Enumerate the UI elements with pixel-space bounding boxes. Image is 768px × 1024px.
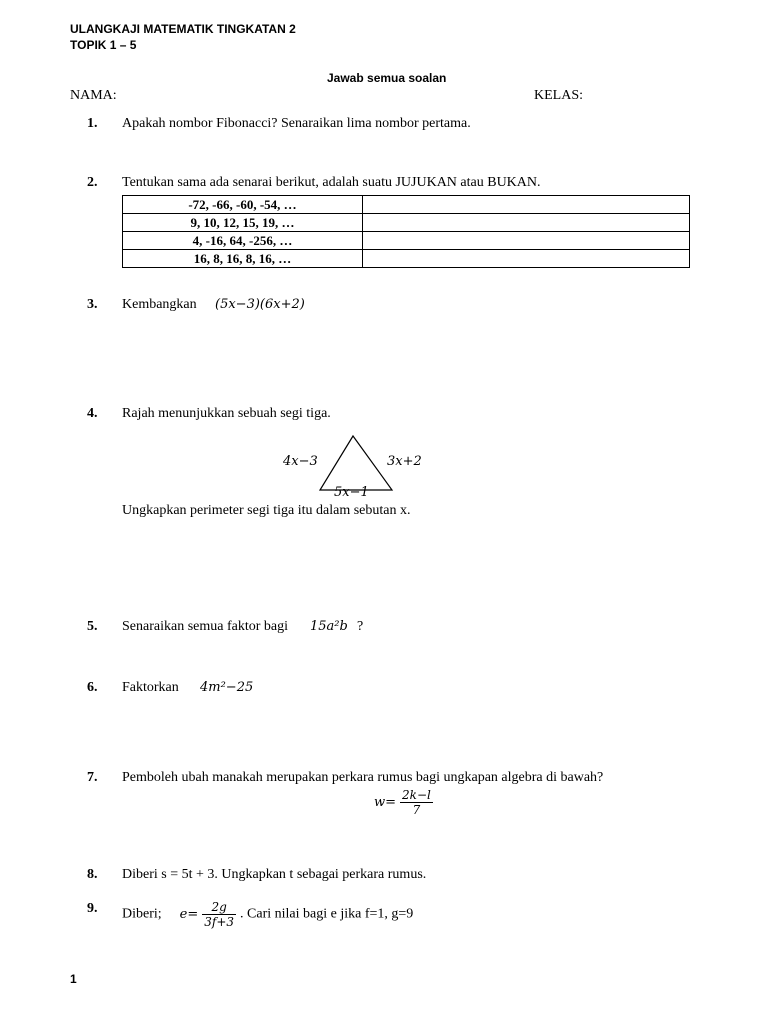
- question-2-text: Tentukan sama ada senarai berikut, adalah suatu JUJUKAN atau BUKAN.: [122, 175, 541, 190]
- question-4-text: Rajah menunjukkan sebuah segi tiga.: [122, 406, 331, 421]
- table-row: [123, 214, 690, 232]
- formula-denominator: 3f+3: [204, 915, 235, 929]
- question-9-number: 9.: [87, 901, 98, 916]
- formula-denominator: 7: [412, 803, 421, 817]
- formula-lhs: e=: [179, 907, 199, 922]
- question-3-expression: (5x−3)(6x+2): [215, 297, 305, 312]
- answer-cell[interactable]: [363, 232, 690, 250]
- name-label: NAMA:: [70, 88, 117, 103]
- question-5-number: 5.: [87, 619, 98, 634]
- question-3-text: Kembangkan: [122, 297, 197, 312]
- answer-cell[interactable]: [363, 214, 690, 232]
- answer-cell[interactable]: [363, 196, 690, 214]
- question-9-prompt: . Cari nilai bagi e jika f=1, g=9: [240, 906, 414, 922]
- question-1-number: 1.: [87, 116, 98, 131]
- question-7-text: Pemboleh ubah manakah merupakan perkara rumus bagi ungkapan algebra di bawah?: [122, 770, 604, 785]
- triangle-side-left: 4x−3: [283, 454, 318, 469]
- page-number: 1: [70, 972, 77, 986]
- sequence-cell: 4, -16, 64, -256, …: [123, 232, 363, 250]
- answer-cell[interactable]: [363, 250, 690, 268]
- sequence-table: [122, 195, 690, 268]
- table-row: [123, 250, 690, 268]
- question-5-expression: 15a²b: [310, 619, 348, 634]
- question-8-number: 8.: [87, 867, 98, 882]
- document-title: ULANGKAJI MATEMATIK TINGKATAN 2: [70, 22, 296, 36]
- table-row: [123, 196, 690, 214]
- table-row: [123, 232, 690, 250]
- question-9-line: [122, 900, 413, 929]
- question-7-formula: [374, 788, 433, 817]
- triangle-shape: [320, 436, 392, 490]
- question-4-number: 4.: [87, 406, 98, 421]
- formula-numerator: 2g: [202, 900, 236, 915]
- question-5-suffix: ?: [357, 619, 364, 634]
- question-8-text: Diberi s = 5t + 3. Ungkapkan t sebagai perkara rumus.: [122, 867, 427, 882]
- sequence-cell: -72, -66, -60, -54, …: [123, 196, 363, 214]
- class-label: KELAS:: [534, 88, 583, 103]
- formula-fraction: [400, 788, 433, 817]
- triangle-side-right: 3x+2: [387, 454, 422, 469]
- triangle-side-bottom: 5x−1: [334, 485, 369, 500]
- question-2-number: 2.: [87, 175, 98, 190]
- question-3-number: 3.: [87, 297, 98, 312]
- formula-numerator: 2k−l: [402, 788, 431, 802]
- question-4-prompt: Ungkapkan perimeter segi tiga itu dalam sebutan x.: [122, 503, 411, 518]
- sequence-cell: 16, 8, 16, 8, 16, …: [123, 250, 363, 268]
- question-7-number: 7.: [87, 770, 98, 785]
- question-6-text: Faktorkan: [122, 680, 179, 695]
- question-6-number: 6.: [87, 680, 98, 695]
- question-6-expression: 4m²−25: [200, 680, 254, 695]
- sequence-cell: 9, 10, 12, 15, 19, …: [123, 214, 363, 232]
- formula-lhs: w=: [374, 795, 397, 810]
- instruction: Jawab semua soalan: [327, 71, 447, 85]
- topic-label: TOPIK 1 – 5: [70, 38, 137, 52]
- formula-fraction: [202, 900, 236, 929]
- question-1-text: Apakah nombor Fibonacci? Senaraikan lima nombor pertama.: [122, 116, 471, 131]
- question-5-text: Senaraikan semua faktor bagi: [122, 619, 288, 634]
- question-9-text: Diberi;: [122, 906, 162, 922]
